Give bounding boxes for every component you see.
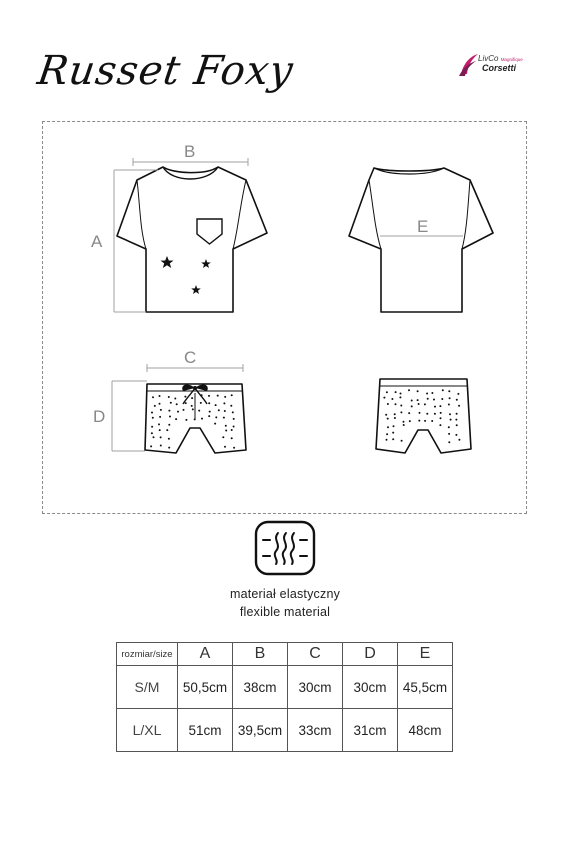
table-cell: 50,5cm bbox=[178, 666, 233, 709]
size-label: L/XL bbox=[117, 709, 178, 752]
dot-pattern bbox=[456, 399, 458, 401]
dot-pattern bbox=[175, 418, 177, 420]
dot-pattern bbox=[409, 420, 411, 422]
dot-pattern bbox=[411, 400, 413, 402]
dot-pattern bbox=[400, 405, 402, 407]
dot-pattern bbox=[168, 447, 170, 449]
dot-pattern bbox=[225, 430, 227, 432]
dot-pattern bbox=[160, 436, 162, 438]
dot-pattern bbox=[176, 403, 178, 405]
dot-pattern bbox=[185, 419, 187, 421]
dot-pattern bbox=[431, 392, 433, 394]
dot-pattern bbox=[387, 418, 389, 420]
dot-pattern bbox=[217, 395, 219, 397]
dot-pattern bbox=[426, 393, 428, 395]
dot-pattern bbox=[386, 433, 388, 435]
dot-pattern bbox=[230, 405, 232, 407]
dot-pattern bbox=[151, 432, 153, 434]
dot-pattern bbox=[387, 403, 389, 405]
dot-pattern bbox=[232, 411, 234, 413]
dot-pattern bbox=[434, 413, 436, 415]
dot-pattern bbox=[391, 398, 393, 400]
column-header: E bbox=[398, 643, 453, 666]
dot-pattern bbox=[214, 423, 216, 425]
shorts-front bbox=[145, 384, 246, 453]
brand-sub: Corsetti bbox=[482, 63, 517, 73]
table-cell: 39,5cm bbox=[233, 709, 288, 752]
material-label-en: flexible material bbox=[239, 605, 331, 619]
dot-pattern bbox=[218, 409, 220, 411]
dot-pattern bbox=[448, 390, 450, 392]
dot-pattern bbox=[400, 393, 402, 395]
dot-pattern bbox=[426, 413, 428, 415]
dot-pattern bbox=[192, 408, 194, 410]
label-d: D bbox=[93, 407, 106, 426]
dot-pattern bbox=[408, 412, 410, 414]
table-cell: 33cm bbox=[288, 709, 343, 752]
dot-pattern bbox=[400, 411, 402, 413]
dot-pattern bbox=[151, 426, 153, 428]
dot-pattern bbox=[401, 440, 403, 442]
dot-pattern bbox=[154, 405, 156, 407]
dot-pattern bbox=[387, 426, 389, 428]
dot-pattern bbox=[191, 405, 193, 407]
dot-pattern bbox=[433, 399, 435, 401]
dot-pattern bbox=[150, 445, 152, 447]
dot-pattern bbox=[395, 391, 397, 393]
dot-pattern bbox=[159, 429, 161, 431]
dot-pattern bbox=[450, 419, 452, 421]
dot-pattern bbox=[458, 405, 460, 407]
dot-pattern bbox=[424, 403, 426, 405]
dot-pattern bbox=[233, 426, 235, 428]
dot-pattern bbox=[168, 410, 170, 412]
dot-pattern bbox=[183, 409, 185, 411]
dot-pattern bbox=[448, 433, 450, 435]
dot-pattern bbox=[194, 418, 196, 420]
dot-pattern bbox=[448, 426, 450, 428]
label-a: A bbox=[91, 232, 103, 251]
dot-pattern bbox=[231, 429, 233, 431]
column-header: A bbox=[178, 643, 233, 666]
dot-pattern bbox=[233, 418, 235, 420]
dot-pattern bbox=[185, 402, 187, 404]
dot-pattern bbox=[417, 399, 419, 401]
dot-pattern bbox=[394, 413, 396, 415]
dot-pattern bbox=[208, 402, 210, 404]
dot-pattern bbox=[449, 397, 451, 399]
dot-pattern bbox=[418, 403, 420, 405]
dot-pattern bbox=[455, 419, 457, 421]
dot-pattern bbox=[208, 415, 210, 417]
dot-pattern bbox=[215, 404, 217, 406]
dot-pattern bbox=[169, 416, 171, 418]
dot-pattern bbox=[439, 424, 441, 426]
dot-pattern bbox=[198, 410, 200, 412]
label-e: E bbox=[417, 217, 429, 236]
dot-pattern bbox=[441, 398, 443, 400]
dot-pattern bbox=[152, 396, 154, 398]
tshirt-front bbox=[117, 167, 267, 312]
dot-pattern bbox=[392, 432, 394, 434]
dot-pattern bbox=[158, 423, 160, 425]
dot-pattern bbox=[174, 398, 176, 400]
dot-pattern bbox=[393, 425, 395, 427]
dot-pattern bbox=[440, 417, 442, 419]
dot-pattern bbox=[170, 402, 172, 404]
dot-pattern bbox=[456, 424, 458, 426]
dot-pattern bbox=[177, 411, 179, 413]
table-cell: 31cm bbox=[343, 709, 398, 752]
dot-pattern bbox=[385, 414, 387, 416]
size-table bbox=[116, 642, 453, 752]
material-caption bbox=[0, 585, 570, 621]
dot-pattern bbox=[224, 396, 226, 398]
dot-pattern bbox=[448, 404, 450, 406]
flexible-material-icon bbox=[253, 520, 317, 576]
dot-pattern bbox=[457, 393, 459, 395]
dot-pattern bbox=[201, 418, 203, 420]
label-c: C bbox=[184, 348, 197, 367]
material-label-pl: materiał elastyczny bbox=[229, 587, 341, 601]
dot-pattern bbox=[223, 417, 225, 419]
dot-pattern bbox=[224, 410, 226, 412]
column-header: B bbox=[233, 643, 288, 666]
dot-pattern bbox=[424, 420, 426, 422]
shorts-back bbox=[376, 379, 471, 453]
dot-pattern bbox=[448, 441, 450, 443]
dot-pattern bbox=[233, 447, 235, 449]
dot-pattern bbox=[225, 425, 227, 427]
dot-pattern bbox=[417, 390, 419, 392]
dot-pattern bbox=[166, 429, 168, 431]
size-label: S/M bbox=[117, 666, 178, 709]
dot-pattern bbox=[403, 424, 405, 426]
dot-pattern bbox=[208, 395, 210, 397]
dot-pattern bbox=[168, 438, 170, 440]
dot-pattern bbox=[224, 446, 226, 448]
dot-pattern bbox=[395, 403, 397, 405]
dot-pattern bbox=[440, 412, 442, 414]
table-cell: 38cm bbox=[233, 666, 288, 709]
table-cell: 45,5cm bbox=[398, 666, 453, 709]
dot-pattern bbox=[168, 424, 170, 426]
size-table-corner: rozmiar/size bbox=[117, 643, 178, 666]
dot-pattern bbox=[403, 421, 405, 423]
label-b: B bbox=[184, 142, 196, 161]
dot-pattern bbox=[456, 413, 458, 415]
dot-pattern bbox=[431, 420, 433, 422]
dot-pattern bbox=[160, 409, 162, 411]
size-table-header bbox=[117, 643, 453, 666]
dot-pattern bbox=[223, 402, 225, 404]
dot-pattern bbox=[408, 389, 410, 391]
column-header: C bbox=[288, 643, 343, 666]
table-row bbox=[117, 709, 453, 752]
dot-pattern bbox=[159, 416, 161, 418]
dot-pattern bbox=[222, 436, 224, 438]
product-title: Russet Foxy bbox=[34, 48, 297, 94]
dot-pattern bbox=[168, 396, 170, 398]
tshirt-back bbox=[349, 168, 493, 312]
dot-pattern bbox=[427, 398, 429, 400]
dot-pattern bbox=[399, 396, 401, 398]
dot-pattern bbox=[383, 397, 385, 399]
dot-pattern bbox=[418, 420, 420, 422]
dot-pattern bbox=[231, 394, 233, 396]
dot-pattern bbox=[455, 434, 457, 436]
dot-pattern bbox=[442, 389, 444, 391]
dot-pattern bbox=[215, 416, 217, 418]
table-row bbox=[117, 666, 453, 709]
table-cell: 30cm bbox=[343, 666, 398, 709]
dot-pattern bbox=[191, 397, 193, 399]
dot-pattern bbox=[439, 405, 441, 407]
dot-pattern bbox=[434, 406, 436, 408]
dot-pattern bbox=[184, 396, 186, 398]
dot-pattern bbox=[231, 437, 233, 439]
dot-pattern bbox=[449, 413, 451, 415]
table-cell: 51cm bbox=[178, 709, 233, 752]
dot-pattern bbox=[411, 405, 413, 407]
column-header: D bbox=[343, 643, 398, 666]
dot-pattern bbox=[392, 438, 394, 440]
dot-pattern bbox=[200, 402, 202, 404]
dot-pattern bbox=[153, 436, 155, 438]
dot-pattern bbox=[209, 411, 211, 413]
table-cell: 30cm bbox=[288, 666, 343, 709]
dot-pattern bbox=[152, 417, 154, 419]
table-cell: 48cm bbox=[398, 709, 453, 752]
brand-name: LivCo Magnifique bbox=[478, 54, 523, 63]
dot-pattern bbox=[458, 439, 460, 441]
dot-pattern bbox=[386, 391, 388, 393]
dot-pattern bbox=[394, 417, 396, 419]
dot-pattern bbox=[160, 445, 162, 447]
dot-pattern bbox=[159, 403, 161, 405]
dot-pattern bbox=[419, 412, 421, 414]
dot-pattern bbox=[151, 412, 153, 414]
dot-pattern bbox=[159, 395, 161, 397]
dot-pattern bbox=[386, 439, 388, 441]
